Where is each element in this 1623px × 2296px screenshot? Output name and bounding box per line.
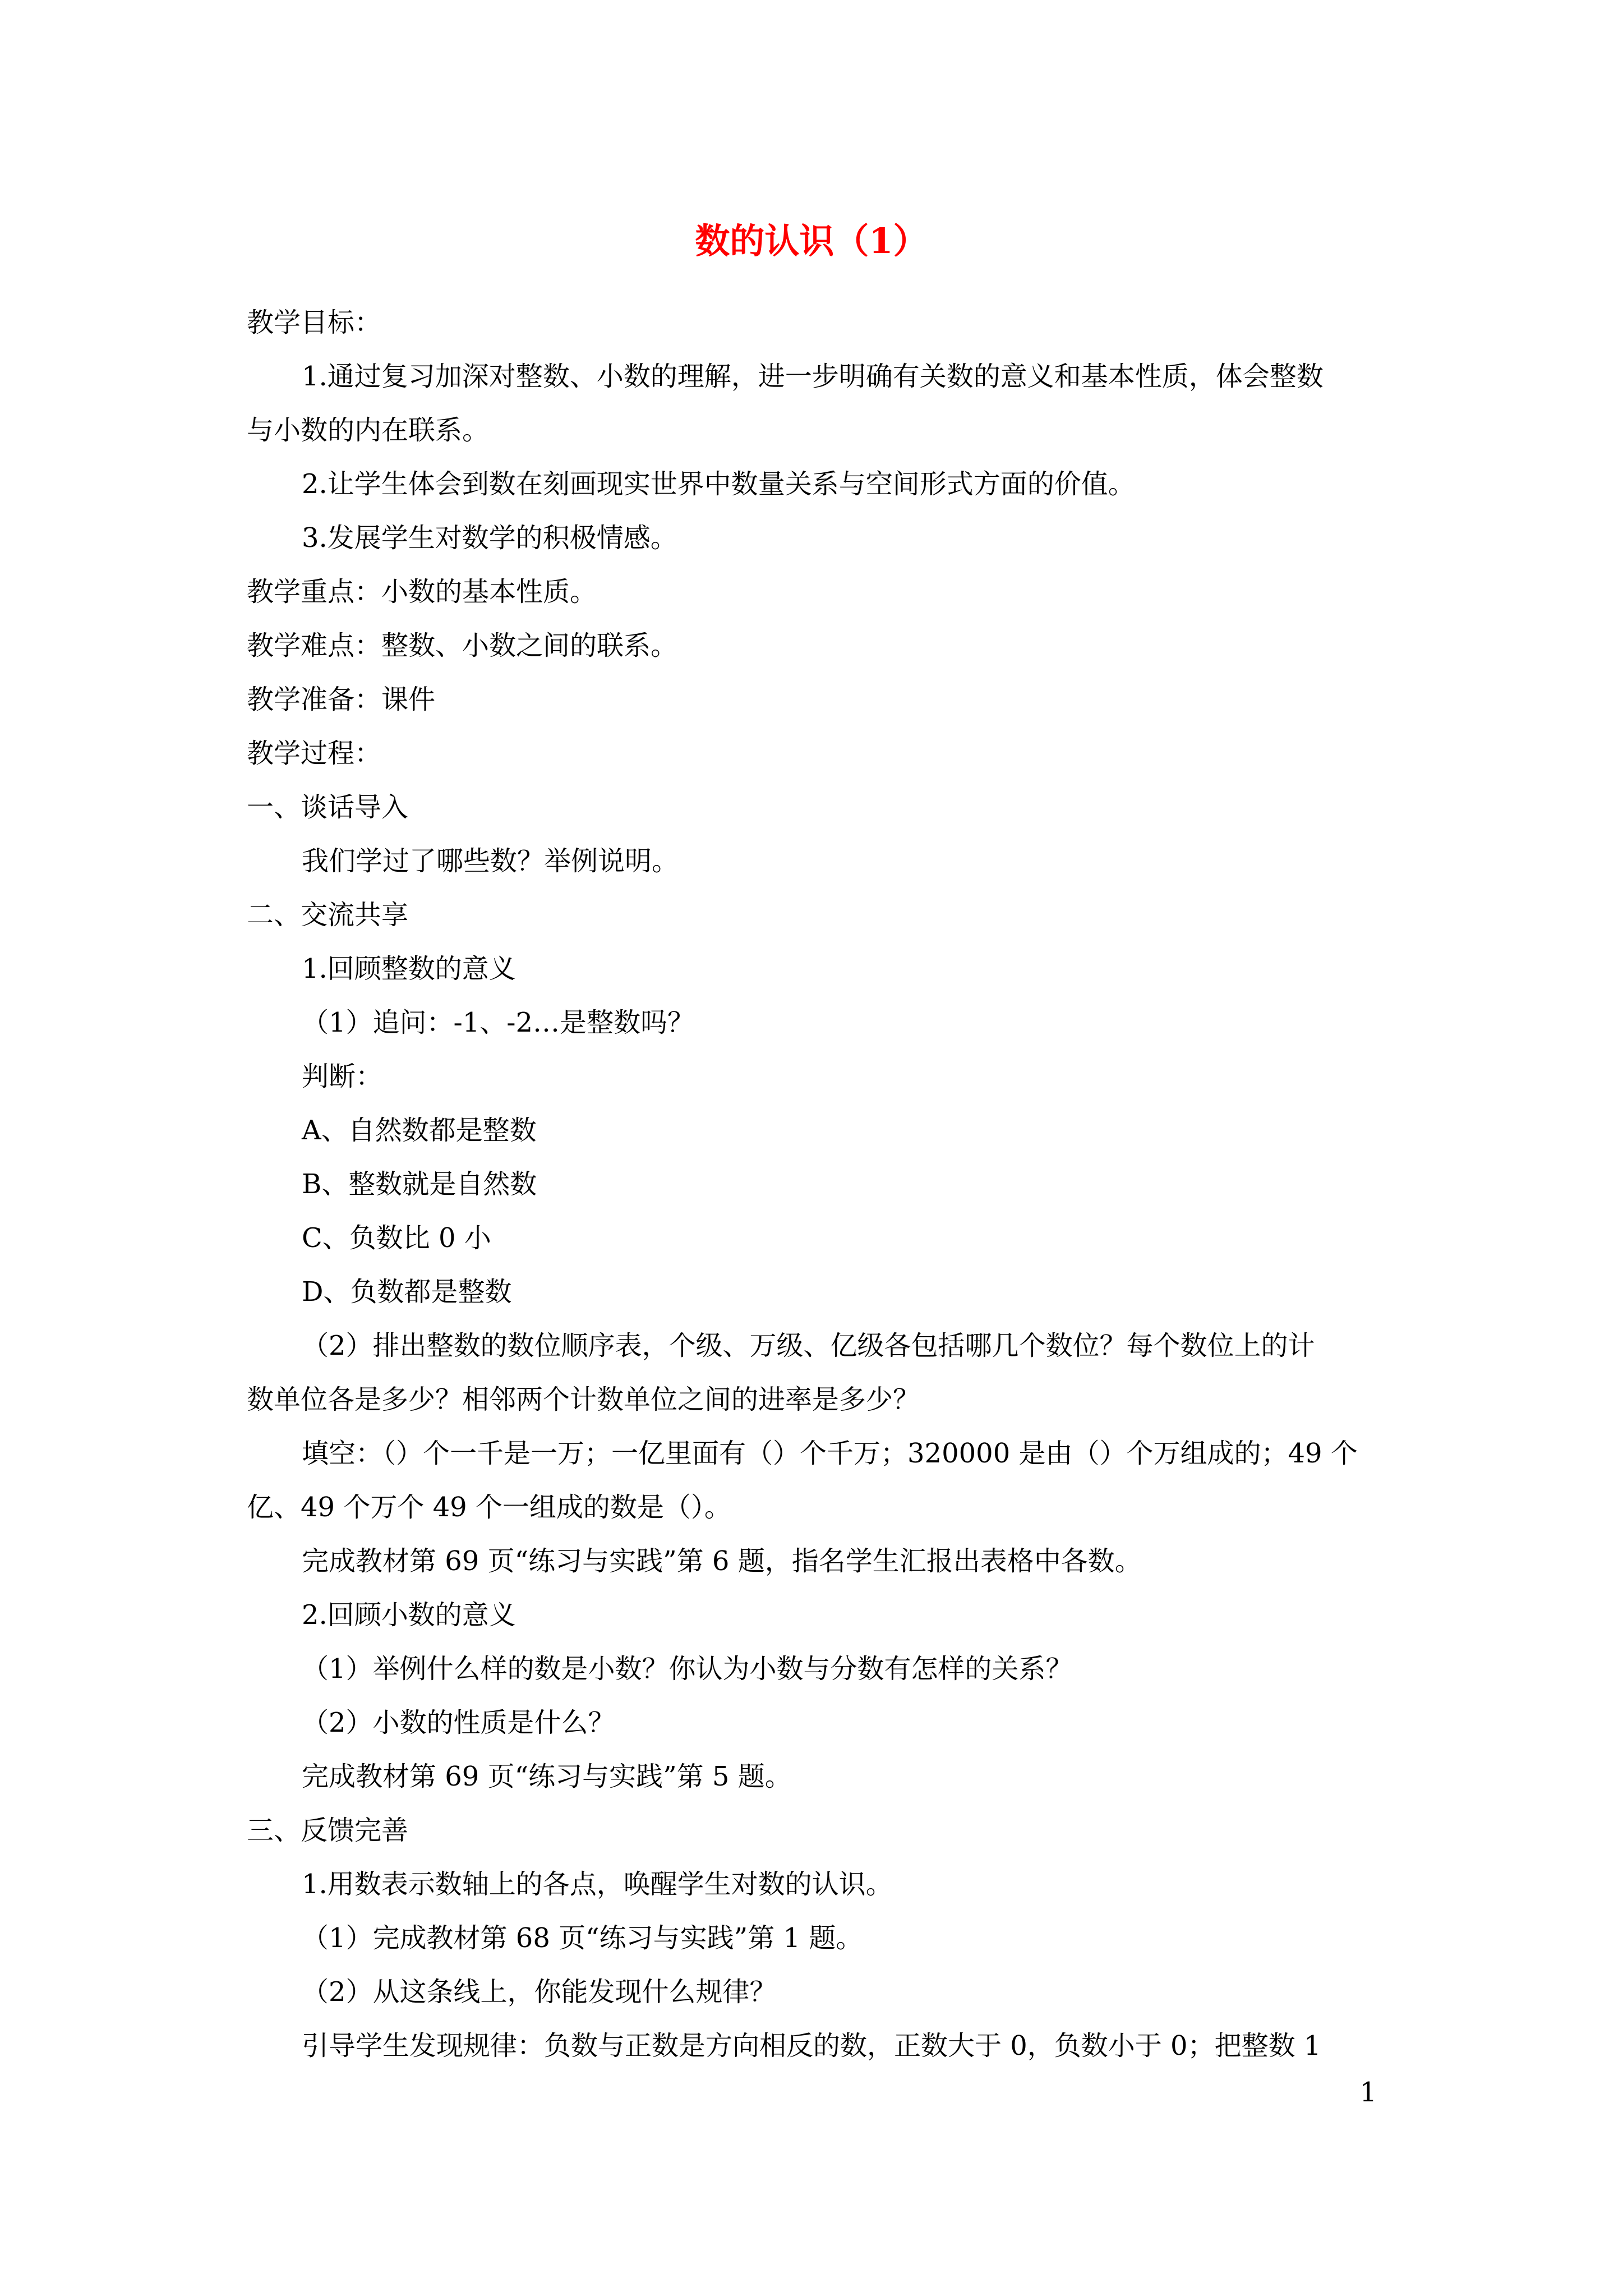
text-line: 1.回顾整数的意义	[302, 953, 516, 984]
text-line: 教学难点：整数、小数之间的联系。	[247, 630, 678, 661]
text-line: 教学准备：课件	[247, 684, 436, 715]
text-line: 亿、49 个万个 49 个一组成的数是（）。	[247, 1492, 731, 1523]
page-number: 1	[1359, 2077, 1377, 2108]
text-line: B、整数就是自然数	[302, 1168, 537, 1200]
text-line: 2.回顾小数的意义	[302, 1599, 516, 1631]
text-line: （1）完成教材第 68 页“练习与实践”第 1 题。	[302, 1922, 863, 1954]
text-line: 二、交流共享	[247, 899, 409, 931]
text-line: 3.发展学生对数学的积极情感。	[302, 522, 677, 554]
text-line: 2.让学生体会到数在刻画现实世界中数量关系与空间形式方面的价值。	[302, 468, 1135, 500]
text-line: 1.通过复习加深对整数、小数的理解，进一步明确有关数的意义和基本性质，体会整数	[302, 361, 1324, 392]
text-line: D、负数都是整数	[302, 1276, 512, 1308]
text-line: 教学目标：	[247, 307, 382, 338]
text-line: 教学重点：小数的基本性质。	[247, 576, 597, 608]
text-line: 引导学生发现规律：负数与正数是方向相反的数，正数大于 0，负数小于 0；把整数 1	[302, 2030, 1321, 2062]
document-body	[247, 296, 1382, 2073]
text-line: A、自然数都是整数	[302, 1115, 537, 1146]
text-line: 完成教材第 69 页“练习与实践”第 5 题。	[302, 1761, 792, 1792]
text-line: 我们学过了哪些数？举例说明。	[302, 845, 679, 877]
text-line: 一、谈话导入	[247, 792, 409, 823]
text-line: （1）追问：-1、-2…是整数吗？	[302, 1007, 695, 1038]
text-line: （1）举例什么样的数是小数？你认为小数与分数有怎样的关系？	[302, 1653, 1073, 1685]
text-line: C、负数比 0 小	[302, 1222, 491, 1254]
text-line: 1.用数表示数轴上的各点，唤醒学生对数的认识。	[302, 1869, 893, 1900]
text-line: （2）从这条线上，你能发现什么规律？	[302, 1976, 777, 2008]
text-line: 完成教材第 69 页“练习与实践”第 6 题，指名学生汇报出表格中各数。	[302, 1545, 1142, 1577]
text-line: 教学过程：	[247, 738, 382, 769]
text-line: 与小数的内在联系。	[247, 415, 490, 446]
text-line: （2）小数的性质是什么？	[302, 1707, 615, 1738]
text-line: 填空：（）个一千是一万；一亿里面有（）个千万；320000 是由（）个万组成的；49 个	[302, 1438, 1358, 1469]
document-title: 数的认识（1）	[695, 220, 928, 261]
text-line: 三、反馈完善	[247, 1815, 409, 1846]
text-line: 数单位各是多少？相邻两个计数单位之间的进率是多少？	[247, 1384, 920, 1415]
text-line: 判断：	[302, 1061, 383, 1092]
text-line: （2）排出整数的数位顺序表，个级、万级、亿级各包括哪几个数位？每个数位上的计	[302, 1330, 1315, 1361]
